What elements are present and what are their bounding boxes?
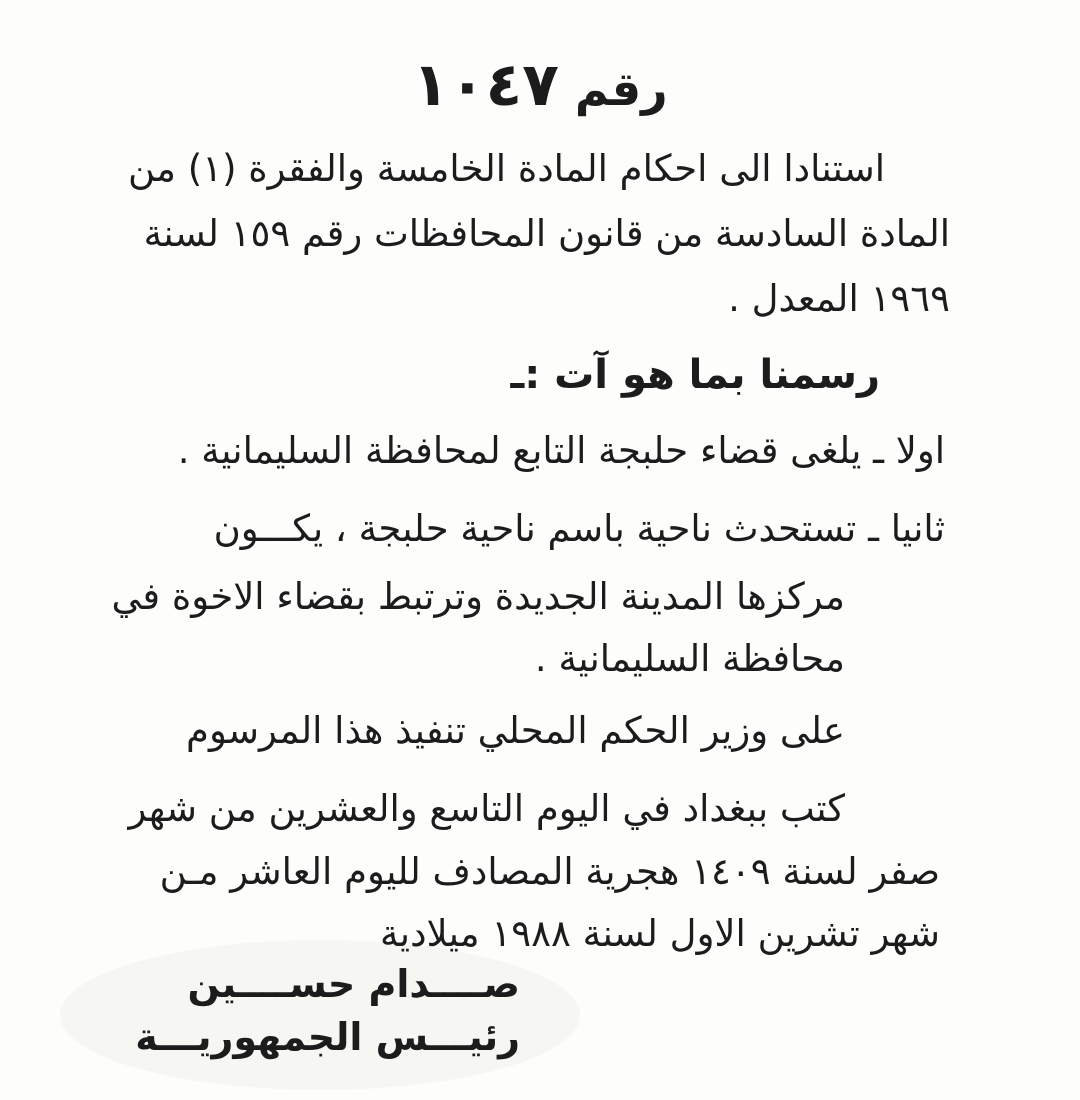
decree-number-label: رقم [574, 62, 668, 116]
article-second-line-1: ثانيا ـ تستحدث ناحية باسم ناحية حلبجة ، يكـــون [213, 507, 945, 550]
article-second-line-3: محافظة السليمانية . [534, 637, 845, 680]
dated-line-2: صفر لسنة ١٤٠٩ هجرية المصادف لليوم العاشر مـن [159, 850, 940, 893]
decreed-heading: رسمنا بما هو آت :ـ [510, 352, 880, 398]
dated-line-3: شهر تشرين الاول لسنة ١٩٨٨ ميلادية [379, 912, 940, 955]
preamble-line-2: المادة السادسة من قانون المحافظات رقم ١٥٩ لسنة [143, 212, 950, 255]
preamble-line-1: استنادا الى احكام المادة الخامسة والفقرة (١) من [128, 147, 885, 190]
execution-clause: على وزير الحكم المحلي تنفيذ هذا المرسوم [186, 709, 845, 752]
dated-line-1: كتب ببغداد في اليوم التاسع والعشرين من شهر [128, 787, 845, 830]
signature-name: صــــدام حســــين [187, 962, 520, 1006]
decree-number-heading [0, 50, 1080, 120]
signature-title: رئيـــس الجمهوريـــة [135, 1015, 520, 1059]
decree-number: ١٠٤٧ [412, 50, 559, 120]
article-first: اولا ـ يلغى قضاء حلبجة التابع لمحافظة السليمانية . [177, 429, 945, 472]
article-second-line-2: مركزها المدينة الجديدة وترتبط بقضاء الاخوة في [111, 575, 845, 618]
preamble-line-3: ١٩٦٩ المعدل . [728, 277, 950, 320]
